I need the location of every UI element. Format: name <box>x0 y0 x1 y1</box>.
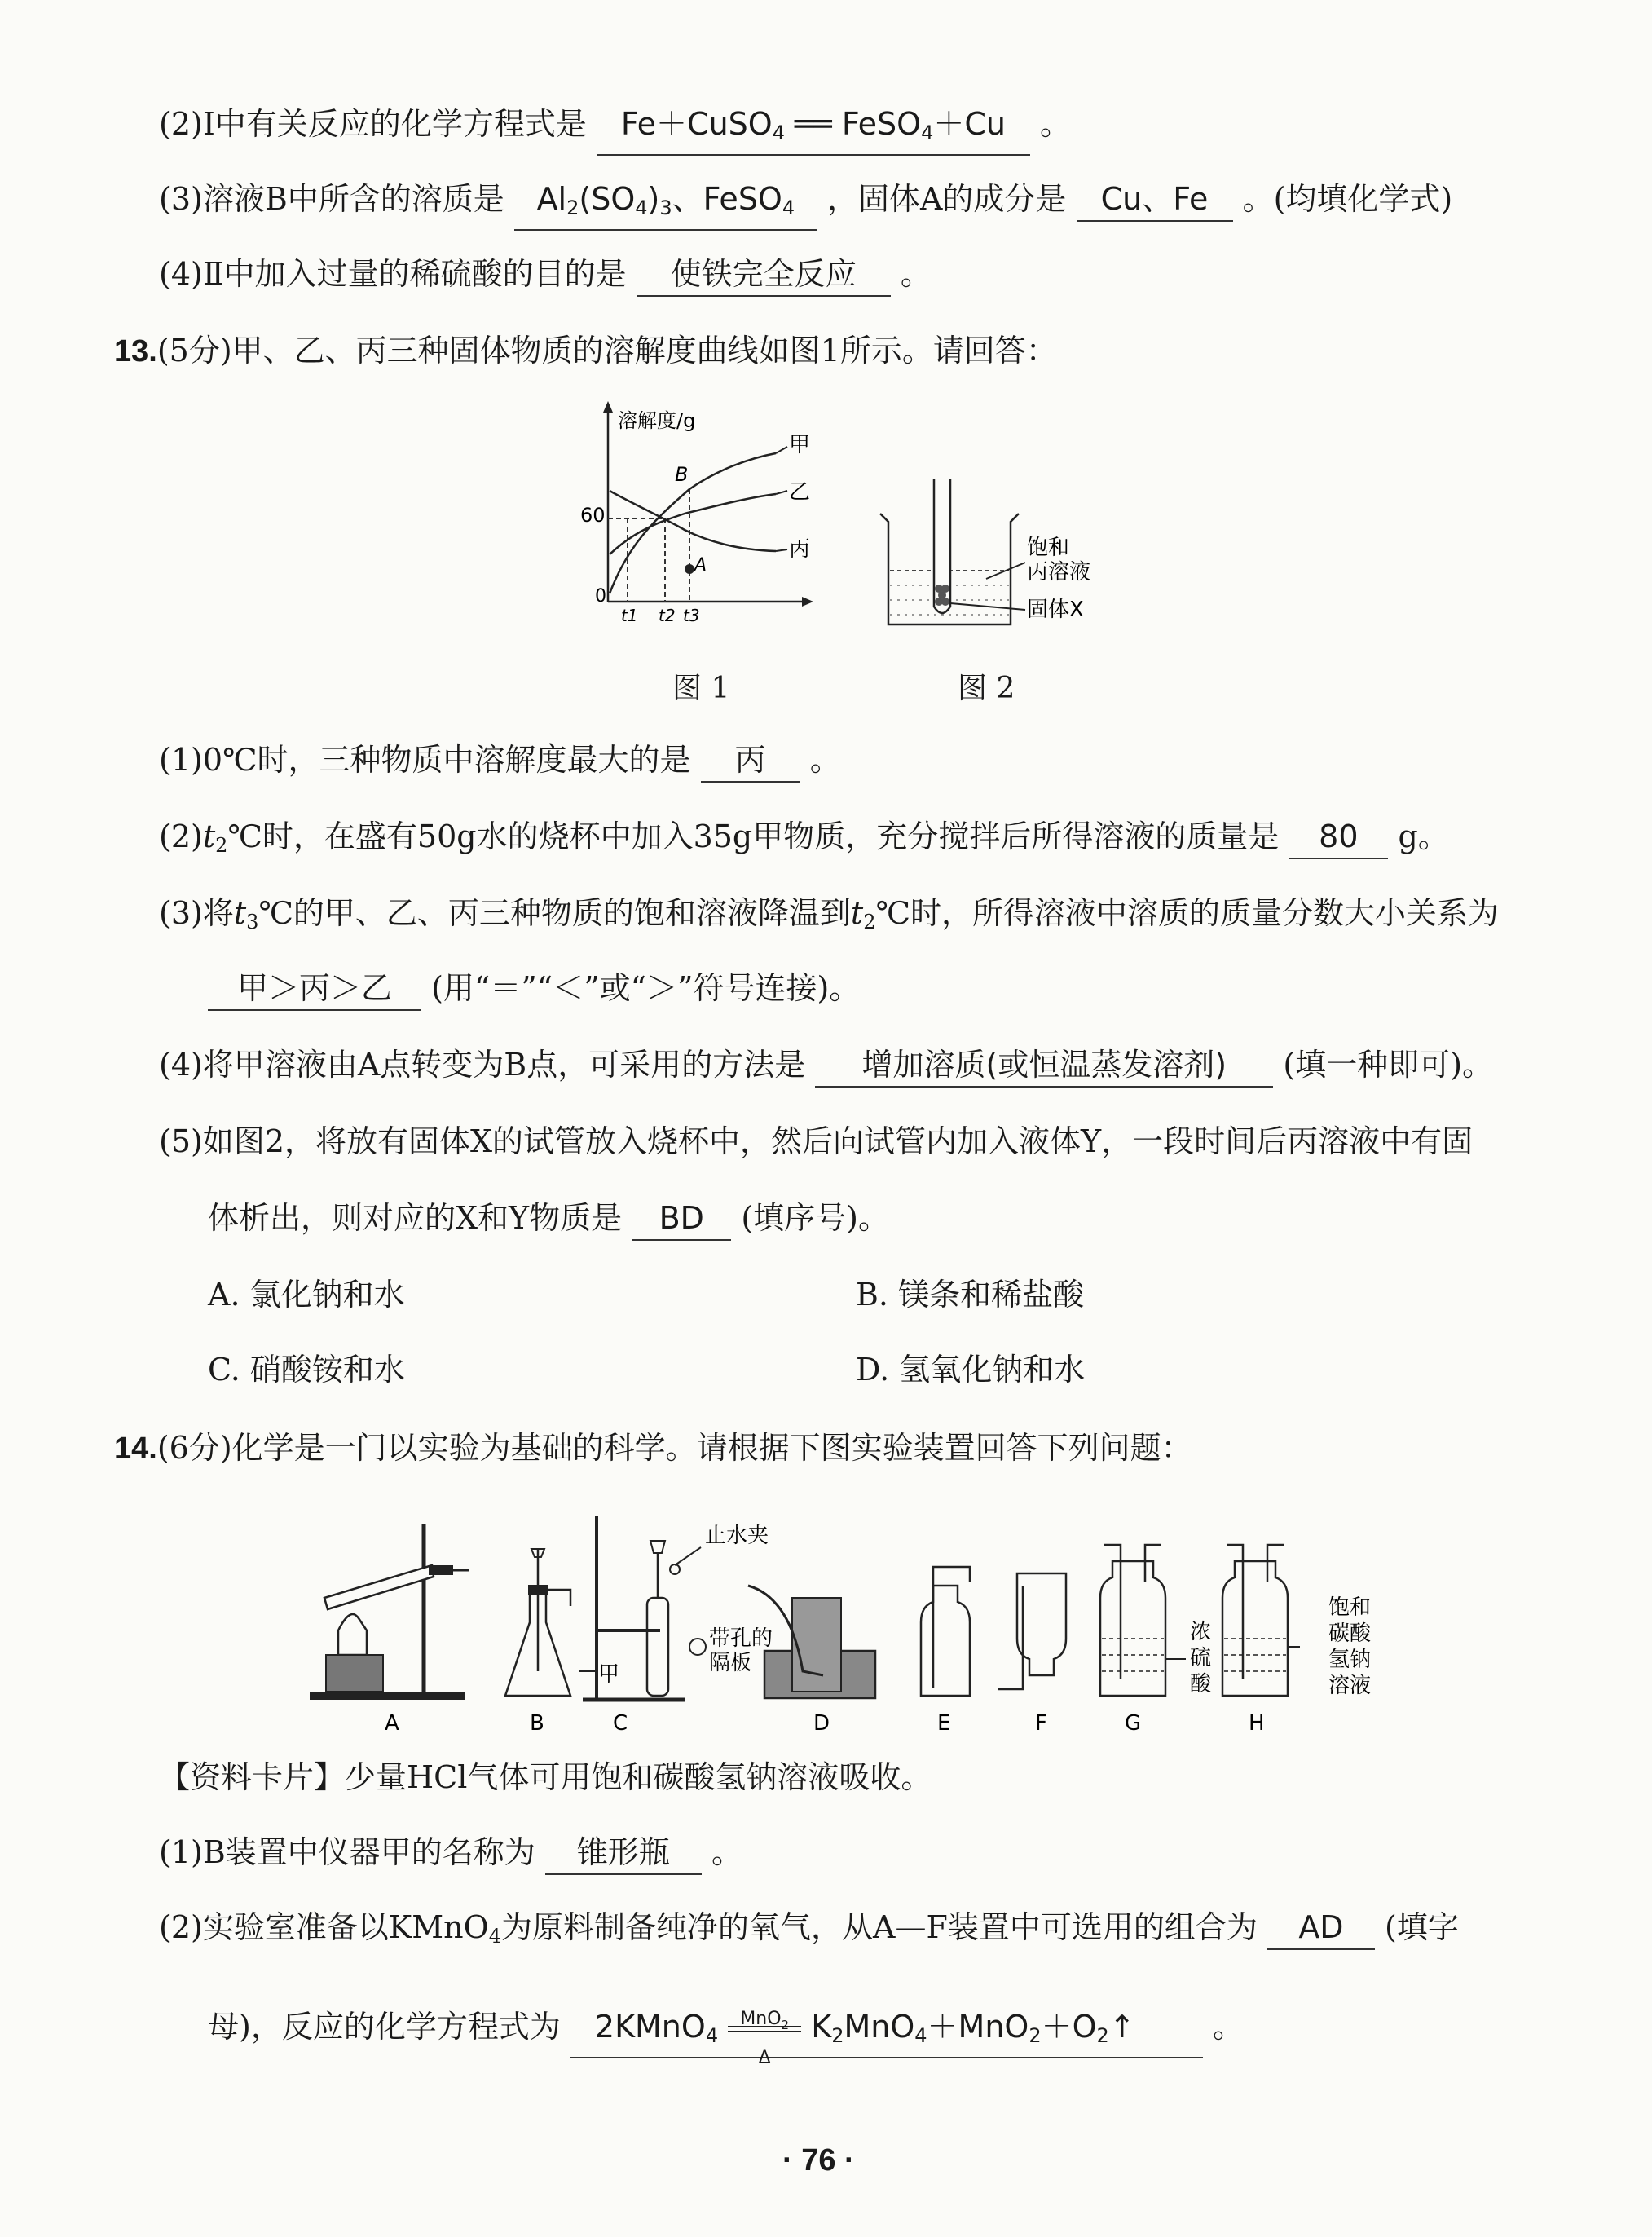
x-axis-arrow <box>802 597 813 607</box>
q13-part3-line2: 甲＞丙＞乙 (用“＝”“＜”或“＞”符号连接)。 <box>208 967 860 1011</box>
fig2-label-solid: 固体X <box>1027 598 1084 622</box>
point-b-label: B <box>675 463 689 486</box>
apparatus-figure <box>302 1508 1394 1736</box>
label-acid-3: 酸 <box>1190 1672 1212 1697</box>
label-b: B <box>530 1711 544 1736</box>
q12-part2-answer[interactable]: Fe＋CuSO$_4$ ══ FeSO$_4$＋Cu <box>597 103 1030 156</box>
q13-number: 13. <box>114 334 157 368</box>
apparatus-g <box>1100 1545 1186 1736</box>
leader-solution <box>986 563 1025 579</box>
label-acid-1: 浓 <box>1190 1620 1212 1644</box>
point-a-label: A <box>694 555 707 576</box>
apparatus-a <box>310 1524 469 1736</box>
q13-part3-answer[interactable]: 甲＞丙＞乙 <box>208 967 421 1011</box>
label-g: G <box>1125 1711 1142 1736</box>
q14-number: 14. <box>114 1432 157 1466</box>
fig2-label-saturated: 饱和 <box>1027 536 1070 560</box>
leader-jia <box>776 447 787 453</box>
q13-part5-answer[interactable]: BD <box>632 1197 731 1241</box>
apparatus-c <box>583 1516 773 1736</box>
q13-part2-answer[interactable]: 80 <box>1289 815 1388 859</box>
series-yi-label: 乙 <box>789 480 811 505</box>
info-card: 【资料卡片】少量HCl气体可用饱和碳酸氢钠溶液吸收。 <box>159 1759 932 1795</box>
option-b[interactable]: B. 镁条和稀盐酸 <box>856 1277 1085 1313</box>
q12-part3-answer2[interactable]: Cu、Fe <box>1077 178 1233 222</box>
q12-part3-answer1[interactable]: $Al_2(SO_4)_3$、FeSO$_4$ <box>514 178 817 231</box>
point-a-dot <box>685 564 694 574</box>
leader-solid <box>950 603 1025 610</box>
label-nahco3-4: 溶液 <box>1328 1674 1372 1698</box>
label-plate2: 隔板 <box>709 1651 752 1675</box>
fig2-label-solution: 丙溶液 <box>1027 560 1091 585</box>
page-number: · 76 · <box>782 2143 855 2177</box>
q14-part2: (2)实验室准备以KMnO$_4$为原料制备纯净的氧气，从A—F装置中可选用的组合为 AD (填字 <box>159 1906 1459 1957</box>
option-a[interactable]: A. 氯化钠和水 <box>208 1277 405 1313</box>
solid-x-grain <box>941 585 949 593</box>
label-nahco3-2: 碳酸 <box>1328 1621 1372 1646</box>
fig2-caption: 图 2 <box>958 672 1015 705</box>
q12-part4-answer[interactable]: 使铁完全反应 <box>637 253 891 297</box>
q12-part2: (2)Ⅰ中有关反应的化学方程式是 Fe＋CuSO$_4$ ══ FeSO$_4$＋Cu 。 <box>159 103 1071 156</box>
apparatus-h <box>1222 1545 1300 1736</box>
label-c: C <box>613 1711 628 1736</box>
label-d: D <box>813 1711 830 1736</box>
apparatus-f <box>998 1573 1066 1736</box>
q12-part3: (3)溶液B中所含的溶质是 $Al_2(SO_4)_3$、FeSO$_4$ ，固体A的成分是 Cu、Fe 。(均填化学式) <box>159 178 1452 231</box>
q13-stem: 13.(5分)甲、乙、丙三种固体物质的溶解度曲线如图1所示。请回答： <box>114 333 1057 368</box>
label-nahco3-3: 氢钠 <box>1328 1648 1372 1672</box>
q13-part5: (5)如图2，将放有固体X的试管放入烧杯中，然后向试管内加入液体Y，一段时间后丙溶液中有固 <box>159 1123 1474 1159</box>
curve-bing <box>610 491 776 551</box>
q14-part1-answer[interactable]: 锥形瓶 <box>545 1831 702 1875</box>
label-acid-2: 硫 <box>1190 1646 1212 1670</box>
q13-part2: $(2)t_2℃$时，在盛有50g水的烧杯中加入35g甲物质，充分搅拌后所得溶液的质量是 80 g。 <box>159 815 1449 867</box>
apparatus-e <box>921 1567 970 1736</box>
q14-stem: 14.(6分)化学是一门以实验为基础的科学。请根据下图实验装置回答下列问题： <box>114 1430 1192 1466</box>
q13-part1: (1)0℃时，三种物质中溶解度最大的是 丙 。 <box>159 739 841 783</box>
option-d[interactable]: D. 氢氧化钠和水 <box>856 1352 1086 1388</box>
q13-part3: (3)将$t_3℃$的甲、乙、丙三种物质的饱和溶液降温到$t_2℃$时，所得溶液中溶质的质量分数大小关系为 <box>159 895 1499 933</box>
origin-label: 0 <box>595 586 606 607</box>
q12-part4: (4)Ⅱ中加入过量的稀硫酸的目的是 使铁完全反应 。 <box>159 253 932 297</box>
tick-t2: t2 <box>659 606 676 625</box>
label-jia: 甲 <box>598 1662 620 1687</box>
solubility-chart <box>562 399 831 628</box>
label-f: F <box>1035 1711 1047 1736</box>
label-a: A <box>385 1711 399 1736</box>
leader-yi <box>776 491 787 494</box>
label-h: H <box>1249 1711 1265 1736</box>
label-plate1: 带孔的 <box>709 1626 773 1651</box>
tick-t3: t3 <box>683 606 700 625</box>
leader-bing <box>776 549 787 551</box>
series-jia-label: 甲 <box>789 433 811 457</box>
q13-part4-answer[interactable]: 增加溶质(或恒温蒸发溶剂) <box>815 1043 1273 1088</box>
q14-part2-line2: 母)，反应的化学方程式为 2KMnO$_4$ MnO$_2$ Δ $K_2MnO_4+MnO_2+O_2↑$ 。 <box>208 2005 1244 2058</box>
tick-60: 60 <box>580 504 606 527</box>
reaction-condition: MnO$_2$ Δ <box>728 2026 801 2032</box>
q14-part2-answer1[interactable]: AD <box>1267 1906 1375 1950</box>
y-axis-label: 溶解度/g <box>618 409 696 432</box>
fig1-caption: 图 1 <box>672 672 730 705</box>
apparatus-b <box>505 1549 619 1736</box>
option-c[interactable]: C. 硝酸铵和水 <box>208 1352 405 1388</box>
q13-part4: (4)将甲溶液由A点转变为B点，可采用的方法是 增加溶质(或恒温蒸发溶剂) (填一种即可)。 <box>159 1043 1493 1088</box>
q13-part5-line2: 体析出，则对应的X和Y物质是 BD (填序号)。 <box>208 1197 889 1241</box>
tick-t1: t1 <box>621 606 638 625</box>
q13-part1-answer[interactable]: 丙 <box>701 739 800 783</box>
y-axis-arrow <box>603 401 613 413</box>
q14-equation-answer[interactable]: 2KMnO$_4$ MnO$_2$ Δ $K_2MnO_4+MnO_2+O_2↑$ <box>570 2005 1203 2058</box>
q14-part1: (1)B装置中仪器甲的名称为 锥形瓶 。 <box>159 1831 742 1875</box>
label-nahco3-1: 饱和 <box>1328 1595 1372 1620</box>
apparatus-d <box>748 1586 875 1736</box>
beaker-figure <box>872 465 1117 636</box>
label-e: E <box>937 1711 951 1736</box>
label-clamp: 止水夹 <box>705 1524 769 1548</box>
series-bing-label: 丙 <box>789 537 811 562</box>
